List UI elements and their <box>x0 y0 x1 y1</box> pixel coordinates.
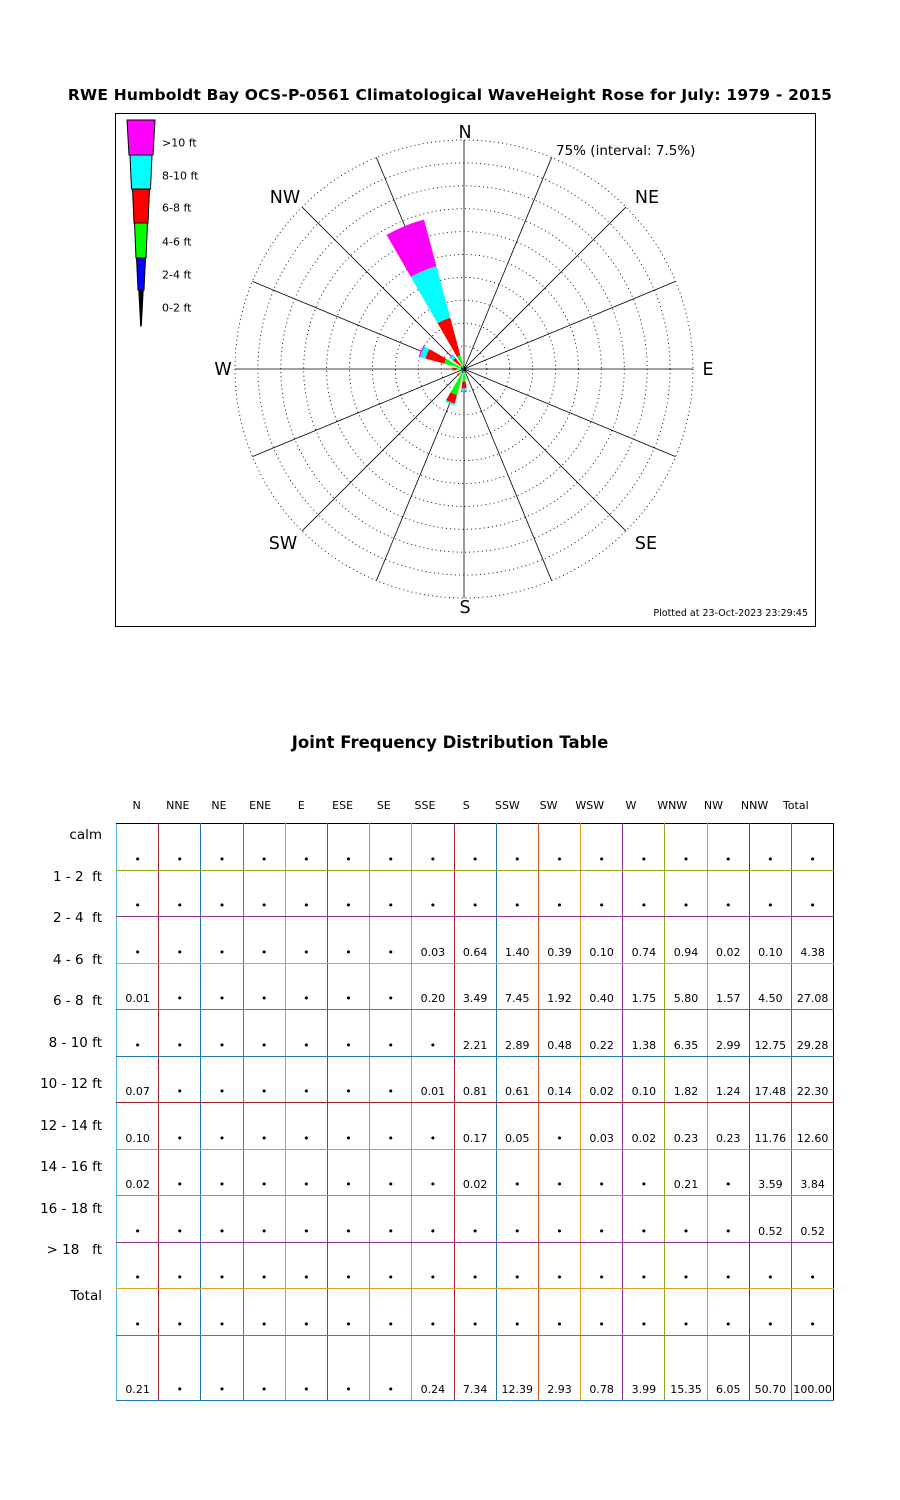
table-cell-wsw-row11: 0.78 <box>581 1335 623 1400</box>
table-cell-wsw-row5: 0.02 <box>581 1056 623 1103</box>
table-cell-sse-row3: 0.20 <box>412 963 454 1010</box>
table-cell-w-row5: 0.10 <box>623 1056 665 1103</box>
table-cell-total-row6: 12.60 <box>792 1103 834 1150</box>
table-cell-sw-row8: • <box>538 1196 580 1243</box>
table-cell-sw-row1: • <box>538 870 580 917</box>
column-header-n: N <box>132 799 141 812</box>
table-cell-s-row0: • <box>454 824 496 871</box>
table-cell-wnw-row7: 0.21 <box>665 1149 707 1196</box>
table-cell-nne-row3: • <box>159 963 201 1010</box>
legend-swatch-10ft <box>127 120 155 155</box>
table-cell-total-row4: 29.28 <box>792 1010 834 1057</box>
table-cell-nnw-row1: • <box>749 870 791 917</box>
rose-petal-w-6-8ft <box>452 367 456 370</box>
table-cell-nw-row10: • <box>707 1289 749 1336</box>
table-column-headers <box>116 799 817 817</box>
table-row <box>117 1196 834 1243</box>
table-cell-s-row5: 0.81 <box>454 1056 496 1103</box>
table-cell-n-row7: 0.02 <box>117 1149 159 1196</box>
table-cell-total-row0: • <box>792 824 834 871</box>
table-cell-nnw-row3: 4.50 <box>749 963 791 1010</box>
table-cell-ssw-row6: 0.05 <box>496 1103 538 1150</box>
table-cell-ene-row4: • <box>243 1010 285 1057</box>
legend-label-4-6ft: 4-6 ft <box>162 235 192 249</box>
table-cell-nnw-row9: • <box>749 1242 791 1289</box>
table-cell-w-row7: • <box>623 1149 665 1196</box>
legend-swatch-4-6ft <box>135 223 148 258</box>
table-cell-se-row9: • <box>370 1242 412 1289</box>
table-cell-se-row6: • <box>370 1103 412 1150</box>
table-row <box>117 1056 834 1103</box>
table-cell-e-row11: • <box>285 1335 327 1400</box>
table-cell-ene-row8: • <box>243 1196 285 1243</box>
table-cell-se-row7: • <box>370 1149 412 1196</box>
table-cell-total-row11: 100.00 <box>792 1335 834 1400</box>
table-cell-wnw-row10: • <box>665 1289 707 1336</box>
table-cell-ne-row5: • <box>201 1056 243 1103</box>
column-header-w: W <box>625 799 637 812</box>
table-cell-nw-row11: 6.05 <box>707 1335 749 1400</box>
table-cell-n-row3: 0.01 <box>117 963 159 1010</box>
table-cell-n-row2: • <box>117 917 159 964</box>
table-cell-se-row11: • <box>370 1335 412 1400</box>
table-cell-w-row6: 0.02 <box>623 1103 665 1150</box>
legend-swatch-8-10ft <box>130 155 152 189</box>
rose-petal-nnw-10ft <box>387 219 437 276</box>
table-cell-s-row8: • <box>454 1196 496 1243</box>
table-cell-nw-row9: • <box>707 1242 749 1289</box>
table-cell-s-row9: • <box>454 1242 496 1289</box>
table-cell-ese-row5: • <box>327 1056 369 1103</box>
table-cell-total-row8: 0.52 <box>792 1196 834 1243</box>
table-cell-ene-row6: • <box>243 1103 285 1150</box>
table-cell-sse-row5: 0.01 <box>412 1056 454 1103</box>
table-cell-wnw-row9: • <box>665 1242 707 1289</box>
table-cell-ene-row0: • <box>243 824 285 871</box>
table-cell-e-row8: • <box>285 1196 327 1243</box>
table-cell-se-row5: • <box>370 1056 412 1103</box>
table-cell-sw-row3: 1.92 <box>538 963 580 1010</box>
table-cell-nw-row6: 0.23 <box>707 1103 749 1150</box>
table-cell-ne-row8: • <box>201 1196 243 1243</box>
table-cell-total-row10: • <box>792 1289 834 1336</box>
compass-label-s: S <box>459 598 471 618</box>
table-cell-nw-row1: • <box>707 870 749 917</box>
table-cell-wnw-row3: 5.80 <box>665 963 707 1010</box>
table-cell-nnw-row11: 50.70 <box>749 1335 791 1400</box>
table-cell-sw-row6: • <box>538 1103 580 1150</box>
column-header-wsw: WSW <box>575 799 605 812</box>
table-cell-s-row7: 0.02 <box>454 1149 496 1196</box>
table-cell-nw-row7: • <box>707 1149 749 1196</box>
table-cell-sse-row10: • <box>412 1289 454 1336</box>
table-cell-total-row2: 4.38 <box>792 917 834 964</box>
table-cell-sse-row7: • <box>412 1149 454 1196</box>
table-cell-sw-row5: 0.14 <box>538 1056 580 1103</box>
table-cell-total-row5: 22.30 <box>792 1056 834 1103</box>
table-cell-wsw-row4: 0.22 <box>581 1010 623 1057</box>
table-cell-ene-row3: • <box>243 963 285 1010</box>
table-cell-e-row3: • <box>285 963 327 1010</box>
row-label-total: Total <box>70 1287 102 1304</box>
table-cell-nne-row1: • <box>159 870 201 917</box>
table-cell-sse-row4: • <box>412 1010 454 1057</box>
compass-label-nw: NW <box>269 188 301 208</box>
row-label-4: 6 - 8 ft <box>52 993 102 1009</box>
rose-petal-wnw-6-8ft <box>425 349 446 364</box>
direction-spoke <box>464 207 626 369</box>
table-cell-wnw-row1: • <box>665 870 707 917</box>
table-cell-wsw-row9: • <box>581 1242 623 1289</box>
table-cell-nne-row11: • <box>159 1335 201 1400</box>
table-cell-e-row9: • <box>285 1242 327 1289</box>
rose-petal-nnw-8-10ft <box>411 266 450 323</box>
column-header-ne: NE <box>211 799 227 812</box>
table-cell-ne-row1: • <box>201 870 243 917</box>
table-cell-ne-row11: • <box>201 1335 243 1400</box>
table-cell-sse-row2: 0.03 <box>412 917 454 964</box>
table-cell-ssw-row11: 12.39 <box>496 1335 538 1400</box>
table-cell-sse-row0: • <box>412 824 454 871</box>
table-cell-sw-row7: • <box>538 1149 580 1196</box>
legend-label-6-8ft: 6-8 ft <box>162 201 192 215</box>
row-label-5: 8 - 10 ft <box>48 1034 102 1051</box>
table-cell-w-row9: • <box>623 1242 665 1289</box>
table-cell-n-row4: • <box>117 1010 159 1057</box>
table-cell-total-row9: • <box>792 1242 834 1289</box>
row-label-9: 16 - 18 ft <box>40 1200 102 1217</box>
table-cell-sse-row11: 0.24 <box>412 1335 454 1400</box>
table-cell-wsw-row10: • <box>581 1289 623 1336</box>
table-cell-nnw-row0: • <box>749 824 791 871</box>
table-cell-wnw-row0: • <box>665 824 707 871</box>
direction-spoke <box>464 281 676 369</box>
table-cell-n-row10: • <box>117 1289 159 1336</box>
row-label-3: 4 - 6 ft <box>52 951 102 968</box>
table-cell-nne-row7: • <box>159 1149 201 1196</box>
table-cell-sw-row0: • <box>538 824 580 871</box>
table-row <box>117 1103 834 1150</box>
table-cell-wnw-row2: 0.94 <box>665 917 707 964</box>
table-cell-nnw-row10: • <box>749 1289 791 1336</box>
column-header-nne: NNE <box>166 799 190 812</box>
table-cell-e-row1: • <box>285 870 327 917</box>
table-cell-n-row6: 0.10 <box>117 1103 159 1150</box>
table-cell-nnw-row6: 11.76 <box>749 1103 791 1150</box>
direction-spoke <box>464 157 552 369</box>
table-row <box>117 1010 834 1057</box>
direction-spoke <box>252 369 464 457</box>
table-cell-ssw-row8: • <box>496 1196 538 1243</box>
table-cell-se-row1: • <box>370 870 412 917</box>
row-label-1: 1 - 2 ft <box>52 868 102 885</box>
table-cell-nw-row2: 0.02 <box>707 917 749 964</box>
table-cell-e-row4: • <box>285 1010 327 1057</box>
table-title: Joint Frequency Distribution Table <box>291 733 609 752</box>
compass-label-e: E <box>702 360 714 380</box>
column-header-wnw: WNW <box>657 799 688 812</box>
table-cell-sse-row9: • <box>412 1242 454 1289</box>
compass-label-w: W <box>214 360 232 380</box>
table-cell-wsw-row1: • <box>581 870 623 917</box>
table-cell-e-row6: • <box>285 1103 327 1150</box>
page-title: RWE Humboldt Bay OCS-P-0561 Climatological WaveHeight Rose for July: 1979 - 2015 <box>67 86 833 104</box>
column-header-nw: NW <box>703 799 723 812</box>
legend-swatch-0-2ft <box>139 290 143 326</box>
compass-label-se: SE <box>634 534 658 554</box>
plotted-at-timestamp: Plotted at 23-Oct-2023 23:29:45 <box>653 608 808 619</box>
direction-spoke <box>464 369 552 581</box>
table-cell-ssw-row4: 2.89 <box>496 1010 538 1057</box>
table-cell-wnw-row4: 6.35 <box>665 1010 707 1057</box>
compass-label-ne: NE <box>634 188 660 208</box>
table-cell-wsw-row0: • <box>581 824 623 871</box>
table-cell-wsw-row7: • <box>581 1149 623 1196</box>
column-header-ese: ESE <box>332 799 354 812</box>
table-cell-w-row0: • <box>623 824 665 871</box>
direction-spoke <box>464 369 676 457</box>
table-cell-n-row9: • <box>117 1242 159 1289</box>
table-cell-ssw-row5: 0.61 <box>496 1056 538 1103</box>
table-cell-e-row7: • <box>285 1149 327 1196</box>
row-label-0: calm <box>69 827 102 843</box>
row-label-6: 10 - 12 ft <box>40 1076 102 1092</box>
table-cell-sw-row9: • <box>538 1242 580 1289</box>
rose-petal-s-6-8ft <box>461 382 466 389</box>
table-cell-ese-row11: • <box>327 1335 369 1400</box>
table-cell-ese-row4: • <box>327 1010 369 1057</box>
direction-spoke <box>464 369 626 531</box>
table-cell-w-row3: 1.75 <box>623 963 665 1010</box>
row-label-10: > 18 ft <box>46 1242 102 1258</box>
table-cell-ne-row6: • <box>201 1103 243 1150</box>
table-cell-ssw-row7: • <box>496 1149 538 1196</box>
direction-spoke <box>302 369 464 531</box>
table-cell-ssw-row2: 1.40 <box>496 917 538 964</box>
table-cell-total-row7: 3.84 <box>792 1149 834 1196</box>
table-cell-ne-row10: • <box>201 1289 243 1336</box>
table-cell-ssw-row10: • <box>496 1289 538 1336</box>
table-cell-w-row2: 0.74 <box>623 917 665 964</box>
rose-petal-nnw-6-8ft <box>438 318 461 357</box>
table-cell-s-row11: 7.34 <box>454 1335 496 1400</box>
table-cell-wsw-row6: 0.03 <box>581 1103 623 1150</box>
table-cell-total-row1: • <box>792 870 834 917</box>
table-cell-wsw-row3: 0.40 <box>581 963 623 1010</box>
table-cell-ne-row9: • <box>201 1242 243 1289</box>
table-cell-nne-row8: • <box>159 1196 201 1243</box>
table-cell-ese-row3: • <box>327 963 369 1010</box>
table-cell-n-row1: • <box>117 870 159 917</box>
table-cell-wnw-row6: 0.23 <box>665 1103 707 1150</box>
table-cell-s-row10: • <box>454 1289 496 1336</box>
table-cell-sse-row1: • <box>412 870 454 917</box>
column-header-ene: ENE <box>249 799 272 812</box>
table-row <box>117 870 834 917</box>
table-cell-wsw-row2: 0.10 <box>581 917 623 964</box>
table-cell-s-row6: 0.17 <box>454 1103 496 1150</box>
legend-label-gt10ft: >10 ft <box>162 136 197 150</box>
table-row <box>117 963 834 1010</box>
table-cell-wnw-row11: 15.35 <box>665 1335 707 1400</box>
wave-rose-panel <box>115 113 816 627</box>
column-header-s: S <box>462 799 470 812</box>
table-row <box>117 1149 834 1196</box>
table-cell-e-row2: • <box>285 917 327 964</box>
row-label-8: 14 - 16 ft <box>40 1159 102 1175</box>
table-cell-ssw-row3: 7.45 <box>496 963 538 1010</box>
legend-swatch-2-4ft <box>137 258 146 290</box>
table-cell-sw-row4: 0.48 <box>538 1010 580 1057</box>
table-cell-se-row8: • <box>370 1196 412 1243</box>
table-cell-sse-row6: • <box>412 1103 454 1150</box>
table-cell-wnw-row8: • <box>665 1196 707 1243</box>
table-cell-nne-row5: • <box>159 1056 201 1103</box>
table-cell-w-row1: • <box>623 870 665 917</box>
table-cell-ne-row3: • <box>201 963 243 1010</box>
table-cell-sse-row8: • <box>412 1196 454 1243</box>
table-cell-ne-row7: • <box>201 1149 243 1196</box>
table-cell-ssw-row9: • <box>496 1242 538 1289</box>
table-cell-ssw-row0: • <box>496 824 538 871</box>
joint-frequency-table <box>116 823 834 1401</box>
table-cell-nw-row8: • <box>707 1196 749 1243</box>
table-cell-nne-row4: • <box>159 1010 201 1057</box>
column-header-sse: SSE <box>414 799 436 812</box>
table-cell-w-row8: • <box>623 1196 665 1243</box>
legend-label-8-10ft: 8-10 ft <box>162 169 199 183</box>
table-cell-e-row5: • <box>285 1056 327 1103</box>
rose-petal-w-4-6ft <box>456 368 461 370</box>
table-cell-ese-row0: • <box>327 824 369 871</box>
table-cell-nnw-row4: 12.75 <box>749 1010 791 1057</box>
table-row <box>117 917 834 964</box>
table-cell-ese-row6: • <box>327 1103 369 1150</box>
table-cell-ene-row1: • <box>243 870 285 917</box>
table-cell-nnw-row5: 17.48 <box>749 1056 791 1103</box>
table-cell-nne-row6: • <box>159 1103 201 1150</box>
table-cell-se-row2: • <box>370 917 412 964</box>
table-cell-wsw-row8: • <box>581 1196 623 1243</box>
table-cell-ene-row2: • <box>243 917 285 964</box>
table-cell-sw-row11: 2.93 <box>538 1335 580 1400</box>
table-cell-nnw-row2: 0.10 <box>749 917 791 964</box>
table-cell-n-row11: 0.21 <box>117 1335 159 1400</box>
table-cell-ese-row1: • <box>327 870 369 917</box>
table-cell-nne-row0: • <box>159 824 201 871</box>
table-cell-nne-row2: • <box>159 917 201 964</box>
table-cell-ene-row11: • <box>243 1335 285 1400</box>
table-row <box>117 1289 834 1336</box>
table-cell-ne-row2: • <box>201 917 243 964</box>
compass-label-sw: SW <box>268 534 298 554</box>
table-cell-sw-row10: • <box>538 1289 580 1336</box>
table-cell-nne-row10: • <box>159 1289 201 1336</box>
table-cell-se-row10: • <box>370 1289 412 1336</box>
table-cell-ese-row9: • <box>327 1242 369 1289</box>
table-cell-nw-row3: 1.57 <box>707 963 749 1010</box>
table-cell-s-row2: 0.64 <box>454 917 496 964</box>
table-cell-ene-row9: • <box>243 1242 285 1289</box>
radial-scale-annotation: 75% (interval: 7.5%) <box>556 143 696 159</box>
table-cell-sw-row2: 0.39 <box>538 917 580 964</box>
table-cell-e-row0: • <box>285 824 327 871</box>
row-label-2: 2 - 4 ft <box>52 910 102 926</box>
table-cell-ese-row7: • <box>327 1149 369 1196</box>
table-cell-ssw-row1: • <box>496 870 538 917</box>
compass-label-n: N <box>458 123 472 143</box>
table-cell-nw-row0: • <box>707 824 749 871</box>
table-cell-w-row4: 1.38 <box>623 1010 665 1057</box>
table-cell-se-row4: • <box>370 1010 412 1057</box>
table-cell-w-row11: 3.99 <box>623 1335 665 1400</box>
column-header-e: E <box>297 799 305 812</box>
legend-label-0-2ft: 0-2 ft <box>162 301 192 315</box>
table-row <box>117 1335 834 1400</box>
table-cell-n-row0: • <box>117 824 159 871</box>
table-cell-s-row4: 2.21 <box>454 1010 496 1057</box>
table-cell-total-row3: 27.08 <box>792 963 834 1010</box>
table-cell-nw-row4: 2.99 <box>707 1010 749 1057</box>
table-cell-nnw-row8: 0.52 <box>749 1196 791 1243</box>
table-cell-wnw-row5: 1.82 <box>665 1056 707 1103</box>
table-cell-ene-row5: • <box>243 1056 285 1103</box>
column-header-ssw: SSW <box>494 799 520 812</box>
row-label-7: 12 - 14 ft <box>40 1117 102 1134</box>
table-cell-se-row3: • <box>370 963 412 1010</box>
column-header-se: SE <box>376 799 391 812</box>
table-cell-w-row10: • <box>623 1289 665 1336</box>
table-cell-ne-row0: • <box>201 824 243 871</box>
table-cell-e-row10: • <box>285 1289 327 1336</box>
table-cell-s-row1: • <box>454 870 496 917</box>
table-cell-ene-row10: • <box>243 1289 285 1336</box>
table-cell-nne-row9: • <box>159 1242 201 1289</box>
table-cell-ene-row7: • <box>243 1149 285 1196</box>
table-cell-se-row0: • <box>370 824 412 871</box>
table-cell-s-row3: 3.49 <box>454 963 496 1010</box>
table-cell-n-row8: • <box>117 1196 159 1243</box>
column-header-sw: SW <box>539 799 558 812</box>
table-row <box>117 824 834 871</box>
table-cell-nw-row5: 1.24 <box>707 1056 749 1103</box>
legend-swatch-6-8ft <box>133 189 150 223</box>
column-header-nnw: NNW <box>740 799 769 812</box>
table-cell-nnw-row7: 3.59 <box>749 1149 791 1196</box>
table-cell-n-row5: 0.07 <box>117 1056 159 1103</box>
legend-label-2-4ft: 2-4 ft <box>162 268 192 282</box>
column-header-total: Total <box>782 799 809 812</box>
rose-petal-s-8-10ft <box>461 388 467 391</box>
table-row <box>117 1242 834 1289</box>
table-cell-ese-row2: • <box>327 917 369 964</box>
table-cell-ese-row8: • <box>327 1196 369 1243</box>
table-cell-ne-row4: • <box>201 1010 243 1057</box>
table-cell-ese-row10: • <box>327 1289 369 1336</box>
